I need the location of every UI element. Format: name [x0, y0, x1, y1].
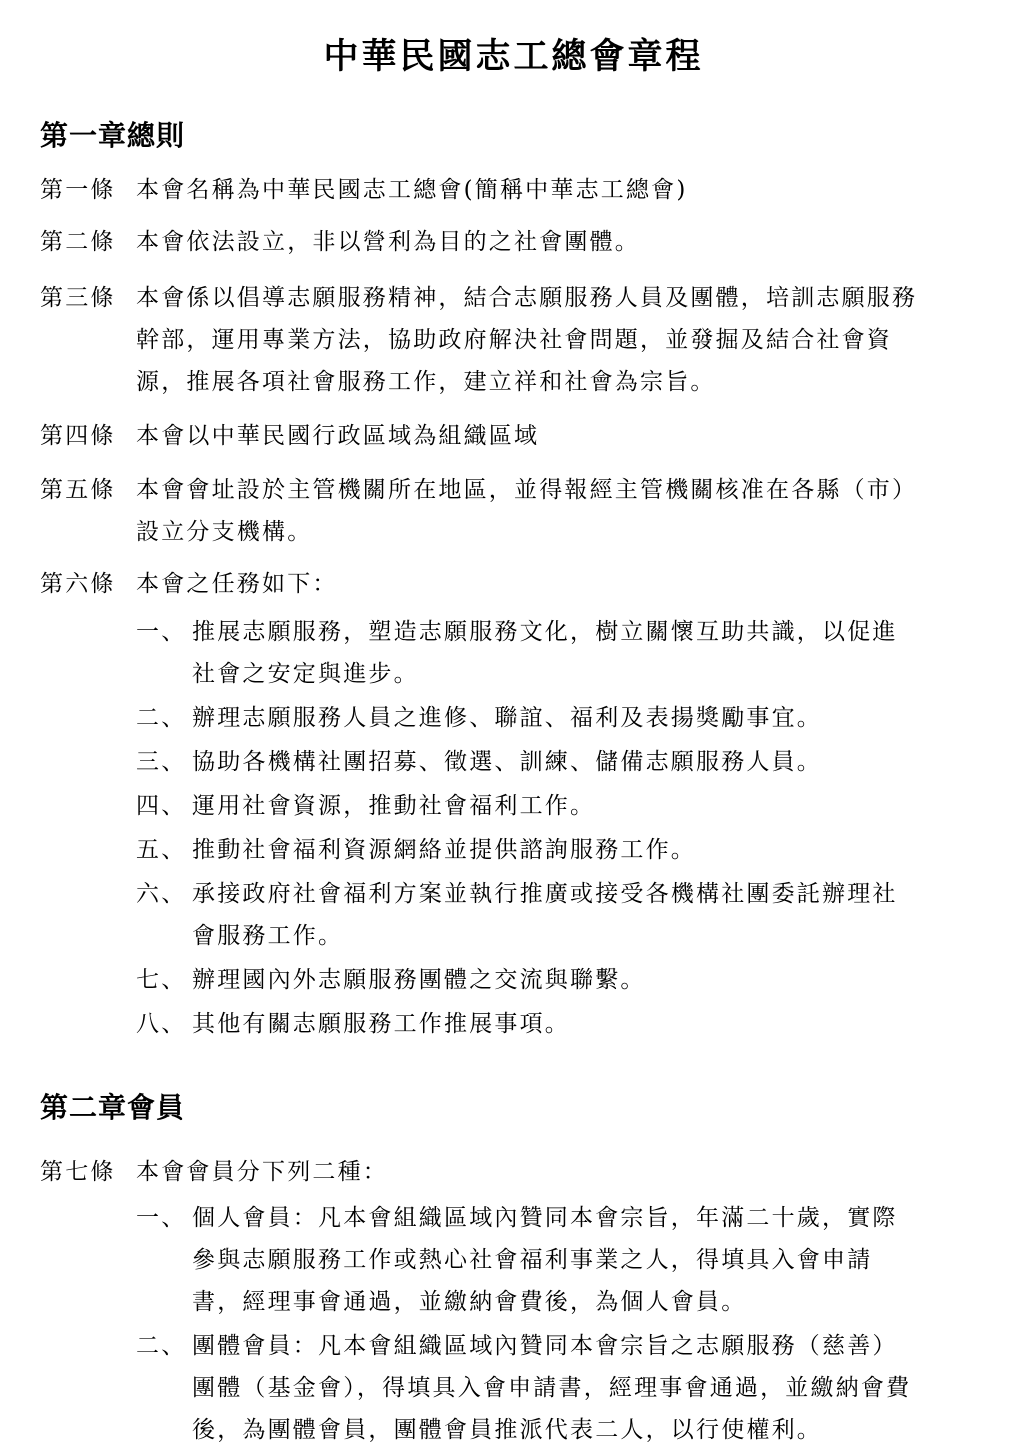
item-text: 其他有關志願服務工作推展事項。 [192, 1011, 570, 1037]
item-number: 一、 [136, 619, 187, 645]
item-text: 團體會員：凡本會組織區域內贊同本會宗旨之志願服務（慈善） [192, 1333, 898, 1359]
item-number: 七、 [136, 967, 187, 993]
article-text: 本會名稱為中華民國志工總會(簡稱中華志工總會) [136, 177, 688, 203]
item-number: 三、 [136, 749, 187, 775]
item-number: 四、 [136, 793, 187, 819]
article-text: 本會係以倡導志願服務精神，結合志願服務人員及團體，培訓志願服務 [136, 285, 918, 311]
article-text: 源，推展各項社會服務工作，建立祥和社會為宗旨。 [136, 369, 716, 395]
item-text: 承接政府社會福利方案並執行推廣或接受各機構社團委託辦理社 [192, 881, 898, 907]
chapter-heading: 第二章會員 [40, 1091, 186, 1124]
item-text: 會服務工作。 [192, 923, 344, 949]
article-text: 本會依法設立，非以營利為目的之社會團體。 [136, 229, 640, 255]
item-text: 後，為團體會員，團體會員推派代表二人，以行使權利。 [192, 1417, 822, 1443]
item-text: 辦理國內外志願服務團體之交流與聯繫。 [192, 967, 646, 993]
article-text: 本會之任務如下： [136, 571, 338, 597]
item-number: 一、 [136, 1205, 187, 1231]
item-text: 運用社會資源，推動社會福利工作。 [192, 793, 596, 819]
item-text: 團體（基金會），得填具入會申請書，經理事會通過，並繳納會費 [192, 1375, 912, 1401]
item-number: 六、 [136, 881, 187, 907]
item-text: 協助各機構社團招募、徵選、訓練、儲備志願服務人員。 [192, 749, 822, 775]
article-number: 第二條 [40, 229, 116, 255]
item-text: 推動社會福利資源網絡並提供諮詢服務工作。 [192, 837, 696, 863]
article-text: 本會以中華民國行政區域為組織區域 [136, 423, 540, 449]
item-text: 社會之安定與進步。 [192, 661, 419, 687]
article-number: 第四條 [40, 423, 116, 449]
chapter-heading: 第一章總則 [40, 119, 186, 152]
article-number: 第七條 [40, 1159, 116, 1185]
item-text: 個人會員：凡本會組織區域內贊同本會宗旨，年滿二十歲，實際 [192, 1205, 898, 1231]
item-text: 辦理志願服務人員之進修、聯誼、福利及表揚獎勵事宜。 [192, 705, 822, 731]
article-text: 本會會址設於主管機關所在地區，並得報經主管機關核准在各縣（市） [136, 477, 918, 503]
item-text: 書，經理事會通過，並繳納會費後，為個人會員。 [192, 1289, 747, 1315]
article-text: 本會會員分下列二種： [136, 1159, 388, 1185]
item-text: 推展志願服務，塑造志願服務文化，樹立關懷互助共識，以促進 [192, 619, 898, 645]
article-text: 設立分支機構。 [136, 519, 313, 545]
article-number: 第一條 [40, 177, 116, 203]
article-number: 第三條 [40, 285, 116, 311]
document-title: 中華民國志工總會章程 [323, 36, 704, 77]
item-number: 二、 [136, 705, 187, 731]
item-number: 二、 [136, 1333, 187, 1359]
item-number: 五、 [136, 837, 187, 863]
item-number: 八、 [136, 1011, 187, 1037]
article-number: 第六條 [40, 571, 116, 597]
item-text: 參與志願服務工作或熱心社會福利事業之人，得填具入會申請 [192, 1247, 873, 1273]
article-text: 幹部，運用專業方法，協助政府解決社會問題，並發掘及結合社會資 [136, 327, 892, 353]
article-number: 第五條 [40, 477, 116, 503]
